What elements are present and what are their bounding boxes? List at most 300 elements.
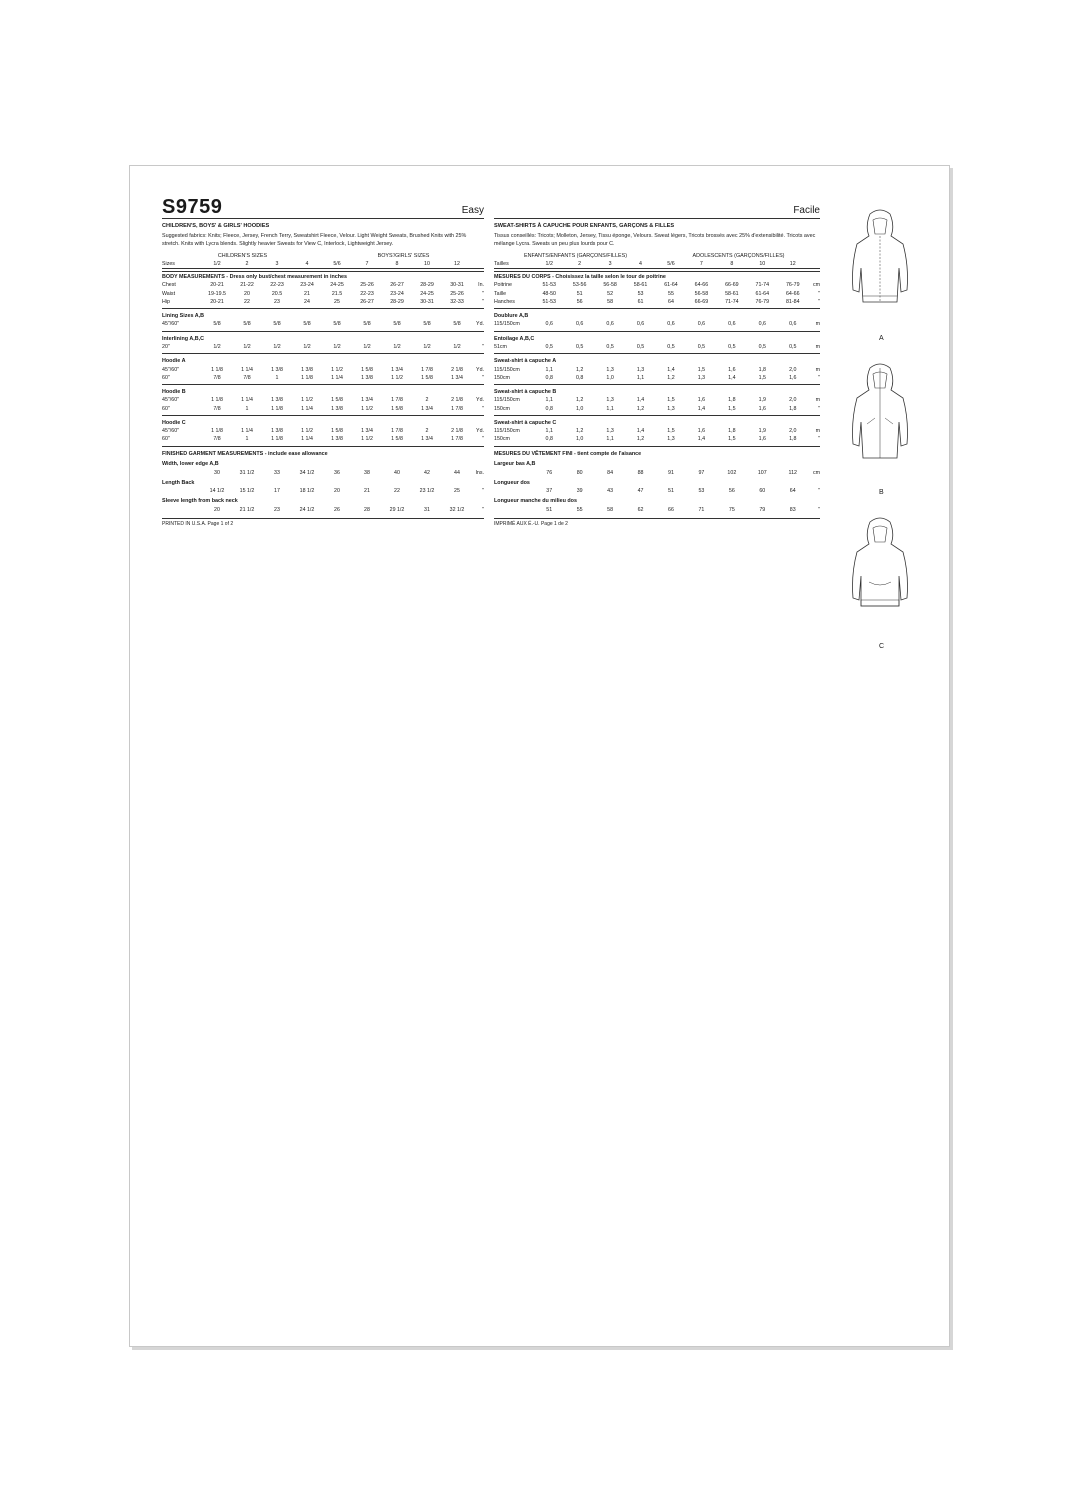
- value-cell: 1 5/8: [361, 366, 373, 373]
- unit-cell: ": [818, 298, 820, 305]
- row-label-spacer: [162, 506, 202, 514]
- value-cell: 7/8: [243, 374, 251, 381]
- value-cell: 26-27: [390, 282, 404, 289]
- value-cell: 1/2: [393, 344, 401, 351]
- value-cell: 51-53: [542, 282, 556, 289]
- size-table: [162, 260, 484, 269]
- value-cell: 66-69: [725, 282, 739, 289]
- value-cell: 52: [607, 290, 614, 297]
- value-cell: 36: [334, 469, 340, 476]
- value-cell: 1 3/4: [451, 374, 463, 381]
- value-cell: 80: [576, 469, 583, 476]
- value-cell: 31 1/2: [239, 469, 255, 476]
- value-cell: 15 1/2: [239, 488, 255, 495]
- value-cell: 1 1/4: [301, 405, 313, 412]
- row-label: Width, lower edge A,B: [162, 461, 219, 468]
- value-cell: 81-84: [785, 298, 800, 305]
- fabric-description: Tissus conseillés: Tricots; Molleton, Jersey, Tissu éponge, Velours. Sweat légers, Tricots brossés avec 25% d'extensibilité. Tricots avec mélange Lycra. Sweats un peu plus lourds pour C.: [494, 233, 816, 248]
- value-cell: 40: [394, 469, 400, 476]
- size-header-row: [494, 260, 820, 269]
- size-cell: 1/2: [202, 260, 232, 269]
- french-column: [494, 166, 820, 528]
- value-cell: 64: [668, 298, 674, 305]
- value-cell: 23: [274, 298, 280, 305]
- value-cell: 48-50: [542, 290, 556, 297]
- value-cell: 1,3: [667, 405, 675, 412]
- value-cell: 1 7/8: [391, 397, 403, 404]
- value-cell: 56: [576, 298, 583, 305]
- value-cell: 1 1/2: [301, 397, 313, 404]
- size-cell: 7: [352, 260, 382, 269]
- finished-measurements: [162, 446, 484, 514]
- value-cell: 1,6: [697, 397, 706, 404]
- value-cell: 66-69: [694, 298, 709, 305]
- table-row: [494, 435, 820, 443]
- value-cell: 2: [425, 397, 429, 404]
- english-column: [162, 166, 484, 528]
- value-cell: 1,3: [606, 397, 614, 404]
- size-cell: 12: [442, 260, 472, 269]
- section-title: Entoilage A,B,C: [494, 335, 535, 342]
- size-cell: 5/6: [656, 260, 686, 269]
- unit-cell: Ins.: [475, 469, 484, 476]
- value-cell: 1 3/8: [271, 366, 283, 373]
- value-cell: 1,5: [758, 374, 766, 381]
- value-cell: 33: [274, 469, 280, 476]
- section-title: Lining Sizes A,B: [162, 313, 205, 320]
- row-label: 150cm: [494, 405, 510, 412]
- table-row: [162, 405, 484, 413]
- yardage-section: [494, 384, 820, 413]
- size-cell: 5/6: [322, 260, 352, 269]
- size-cell: 7: [686, 260, 716, 269]
- yardage-section: [494, 353, 820, 382]
- row-label-spacer: [494, 469, 534, 477]
- view-label: B: [879, 489, 884, 496]
- value-cell: 25: [334, 298, 340, 305]
- value-cell: 26: [334, 506, 340, 513]
- value-cell: 1 3/8: [271, 428, 283, 435]
- value-cell: 1,9: [758, 397, 766, 404]
- value-cell: 88: [637, 469, 644, 476]
- value-cell: 1 5/8: [421, 374, 433, 381]
- table-row: [162, 427, 484, 435]
- value-cell: 2,0: [789, 366, 797, 373]
- row-label: 45"/60": [162, 366, 180, 373]
- row-label: 60": [162, 405, 170, 412]
- value-cell: 1 3/4: [361, 397, 373, 404]
- value-cell: 1 7/8: [451, 436, 463, 443]
- row-label: Hanches: [494, 298, 515, 305]
- body-measurements-table: [494, 281, 820, 306]
- value-cell: 1/2: [303, 344, 311, 351]
- value-cell: 1 5/8: [331, 428, 343, 435]
- value-cell: 23-24: [390, 290, 404, 297]
- value-cell: 91: [668, 469, 674, 476]
- value-cell: 0,6: [697, 321, 706, 328]
- value-cell: 0,6: [575, 321, 584, 328]
- value-cell: 1,6: [789, 374, 797, 381]
- yardage-table: [494, 427, 820, 443]
- value-cell: 0,5: [575, 344, 584, 351]
- value-cell: 1,5: [728, 436, 736, 443]
- value-cell: 1,8: [758, 366, 766, 373]
- value-cell: 21.5: [331, 290, 343, 297]
- size-cell: 3: [262, 260, 292, 269]
- value-cell: 1 3/4: [421, 436, 433, 443]
- value-cell: 1,5: [728, 405, 736, 412]
- table-row: [162, 290, 484, 298]
- value-cell: 2,0: [789, 428, 797, 435]
- finished-table: [162, 506, 484, 514]
- table-row: [494, 396, 820, 404]
- hoodie-drawing-icon: [845, 514, 915, 634]
- value-cell: 28-29: [390, 298, 404, 305]
- value-cell: 20: [334, 488, 340, 495]
- row-label: 150cm: [494, 436, 510, 443]
- row-label: Poitrine: [494, 282, 512, 289]
- value-cell: 1,1: [636, 374, 645, 381]
- row-label: 115/150cm: [494, 428, 520, 435]
- value-cell: 1/2: [333, 344, 341, 351]
- row-label: 150cm: [494, 374, 510, 381]
- value-cell: 64-66: [785, 290, 800, 297]
- value-cell: 1 3/4: [391, 366, 403, 373]
- size-group-label: ADOLESCENTS (GARÇONS/FILLES): [692, 252, 785, 259]
- value-cell: 1,0: [575, 436, 584, 443]
- value-cell: 102: [727, 469, 737, 476]
- yardage-table: [162, 427, 484, 443]
- view-c-sketch: [835, 514, 935, 654]
- hoodie-drawing-icon: [845, 360, 915, 480]
- value-cell: 0,8: [545, 436, 553, 443]
- value-cell: 1: [245, 405, 249, 412]
- value-cell: 1,8: [789, 405, 797, 412]
- value-cell: 0,6: [789, 321, 797, 328]
- unit-cell: [472, 260, 484, 269]
- value-cell: 1/2: [423, 344, 431, 351]
- unit-cell: Yd.: [476, 428, 484, 435]
- value-cell: 5/8: [303, 321, 311, 328]
- value-cell: 83: [789, 506, 796, 513]
- value-cell: 1/2: [213, 344, 221, 351]
- value-cell: 24-25: [330, 282, 344, 289]
- value-cell: 0,5: [728, 344, 736, 351]
- size-cell: 8: [717, 260, 747, 269]
- value-cell: 58-61: [725, 290, 739, 297]
- pattern-code: S9759: [162, 196, 223, 218]
- unit-cell: cm: [812, 282, 820, 289]
- value-cell: 1,0: [606, 374, 614, 381]
- value-cell: 71-74: [725, 298, 739, 305]
- finished-table: [162, 487, 484, 495]
- value-cell: 30-31: [420, 298, 434, 305]
- value-cell: 1,2: [575, 428, 584, 435]
- value-cell: 1/2: [453, 344, 461, 351]
- value-cell: 21: [364, 488, 370, 495]
- unit-cell: ": [818, 405, 820, 412]
- value-cell: 1,3: [636, 366, 645, 373]
- view-label: C: [879, 643, 885, 650]
- value-cell: 1,8: [728, 397, 736, 404]
- value-cell: 44: [454, 469, 460, 476]
- row-label: Sleeve length from back neck: [162, 498, 238, 505]
- table-row: [162, 320, 484, 328]
- value-cell: 0,6: [606, 321, 614, 328]
- finished-table: [494, 506, 820, 514]
- value-cell: 1 3/4: [421, 405, 433, 412]
- size-table: [494, 260, 820, 269]
- table-row: [494, 405, 820, 413]
- unit-cell: ": [482, 488, 484, 495]
- yardage-section: [162, 353, 484, 382]
- size-cell: 1/2: [534, 260, 564, 269]
- value-cell: 1,0: [575, 405, 584, 412]
- value-cell: 29 1/2: [389, 506, 405, 513]
- value-cell: 53-56: [572, 282, 587, 289]
- yardage-table: [494, 396, 820, 412]
- value-cell: 1 1/4: [241, 397, 253, 404]
- value-cell: 1,5: [667, 397, 675, 404]
- unit-cell: ": [818, 436, 820, 443]
- value-cell: 7/8: [213, 436, 221, 443]
- value-cell: 20-21: [210, 282, 224, 289]
- value-cell: 1 5/8: [391, 405, 403, 412]
- unit-cell: ": [818, 374, 820, 381]
- difficulty-level: Facile: [793, 205, 820, 216]
- value-cell: 21-22: [240, 282, 254, 289]
- unit-cell: m: [815, 428, 820, 435]
- value-cell: 1: [275, 374, 279, 381]
- body-measurements-table: [162, 281, 484, 306]
- value-cell: 28-29: [420, 282, 434, 289]
- value-cell: 22: [244, 298, 250, 305]
- row-label: 45"/60": [162, 397, 180, 404]
- value-cell: 1 3/8: [361, 374, 373, 381]
- unit-cell: ": [482, 405, 484, 412]
- value-cell: 20: [244, 290, 250, 297]
- finished-measurements: [494, 446, 820, 514]
- value-cell: 56: [728, 488, 735, 495]
- unit-cell: m: [815, 366, 820, 373]
- value-cell: 1: [245, 436, 249, 443]
- value-cell: 1 1/8: [301, 374, 313, 381]
- value-cell: 0,8: [545, 374, 553, 381]
- value-cell: 66: [668, 506, 674, 513]
- size-cell: 3: [595, 260, 625, 269]
- size-group-label: ENFANTS/ENFANTS (GARÇONS/FILLES): [523, 252, 628, 259]
- value-cell: 112: [788, 469, 797, 476]
- value-cell: 1 5/8: [391, 436, 403, 443]
- unit-cell: Yd.: [476, 397, 484, 404]
- value-cell: 7/8: [213, 374, 221, 381]
- value-cell: 20: [214, 506, 220, 513]
- value-cell: 23: [274, 506, 280, 513]
- value-cell: 1,2: [636, 436, 645, 443]
- value-cell: 1,4: [636, 428, 645, 435]
- value-cell: 2,0: [789, 397, 797, 404]
- value-cell: 97: [698, 469, 705, 476]
- value-cell: 18 1/2: [299, 488, 315, 495]
- value-cell: 23-24: [300, 282, 314, 289]
- finished-heading: FINISHED GARMENT MEASUREMENTS - include ease allowance: [162, 450, 328, 457]
- value-cell: 19-19.5: [208, 290, 226, 297]
- value-cell: 0,8: [545, 405, 553, 412]
- table-row: [494, 427, 820, 435]
- size-cell: 4: [625, 260, 655, 269]
- value-cell: 32 1/2: [449, 506, 465, 513]
- pattern-envelope-sheet: [129, 165, 950, 1347]
- title-row: [162, 196, 484, 219]
- fabric-description: Suggested fabrics: Knits; Fleece, Jersey, French Terry, Sweatshirt Fleece, Velour. Light Weight Sweats, Brushed Knits with 25% stretch. Knits with Lycra blends. Slightly heavier Sweats for View C, Interlock, Lightweight Jersey.: [162, 233, 467, 248]
- size-cell: 2: [564, 260, 594, 269]
- value-cell: 2: [425, 428, 429, 435]
- value-cell: 1,2: [575, 397, 584, 404]
- value-cell: 25-26: [450, 290, 464, 297]
- value-cell: 60: [759, 488, 766, 495]
- value-cell: 1,3: [606, 366, 614, 373]
- value-cell: 1 1/4: [241, 428, 253, 435]
- size-cell: 10: [747, 260, 777, 269]
- value-cell: 53: [637, 290, 644, 297]
- yardage-table: [162, 396, 484, 412]
- value-cell: 61: [637, 298, 644, 305]
- value-cell: 58: [607, 506, 614, 513]
- table-row: [162, 469, 484, 477]
- yardage-section: [162, 415, 484, 444]
- value-cell: 47: [637, 488, 644, 495]
- body-measurements-heading: MESURES DU CORPS - Choisissez la taille selon le tour de poitrine: [494, 271, 820, 281]
- unit-cell: ": [818, 290, 820, 297]
- value-cell: 21 1/2: [239, 506, 255, 513]
- value-cell: 39: [576, 488, 583, 495]
- value-cell: 5/8: [213, 321, 221, 328]
- view-sketches: [835, 206, 935, 668]
- value-cell: 1/2: [243, 344, 251, 351]
- value-cell: 2 1/8: [451, 397, 463, 404]
- row-label: 115/150cm: [494, 366, 520, 373]
- value-cell: 84: [607, 469, 614, 476]
- value-cell: 1,2: [575, 366, 584, 373]
- value-cell: 1,3: [697, 374, 706, 381]
- value-cell: 62: [637, 506, 644, 513]
- value-cell: 20-21: [210, 298, 224, 305]
- row-label-spacer: [494, 487, 534, 495]
- table-row: [494, 366, 820, 374]
- view-b-sketch: [835, 360, 935, 500]
- section-title: Doublure A,B: [494, 313, 529, 320]
- yardage-table: [494, 343, 820, 351]
- table-row: [162, 487, 484, 495]
- value-cell: 14 1/2: [209, 488, 225, 495]
- value-cell: 0,5: [667, 344, 675, 351]
- size-cell: 12: [778, 260, 809, 269]
- value-cell: 1,1: [606, 436, 614, 443]
- row-label: 115/150cm: [494, 321, 520, 328]
- value-cell: 0,6: [758, 321, 766, 328]
- size-cell: 8: [382, 260, 412, 269]
- row-label-spacer: [162, 469, 202, 477]
- value-cell: 0,6: [545, 321, 553, 328]
- yardage-section: [162, 308, 484, 329]
- hoodie-drawing-icon: [845, 206, 915, 326]
- yardage-table: [162, 343, 484, 351]
- view-label: A: [879, 335, 884, 342]
- unit-cell: ": [482, 436, 484, 443]
- value-cell: 1 1/4: [241, 366, 253, 373]
- value-cell: 0,6: [636, 321, 645, 328]
- value-cell: 61-64: [755, 290, 770, 297]
- value-cell: 1,4: [697, 405, 706, 412]
- value-cell: 58: [607, 298, 614, 305]
- value-cell: 1,9: [758, 428, 766, 435]
- value-cell: 1 7/8: [421, 366, 433, 373]
- table-row: [162, 366, 484, 374]
- value-cell: 1 1/8: [211, 428, 223, 435]
- value-cell: 1,8: [789, 436, 797, 443]
- value-cell: 20.5: [271, 290, 283, 297]
- size-groups: [494, 252, 820, 260]
- value-cell: 1 1/2: [301, 428, 313, 435]
- value-cell: 56-58: [694, 290, 709, 297]
- size-cell: 2: [232, 260, 262, 269]
- section-title: Hoodie A: [162, 358, 186, 365]
- unit-cell: ": [482, 298, 484, 305]
- value-cell: 0,5: [758, 344, 766, 351]
- size-header-row: [162, 260, 484, 269]
- value-cell: 1,6: [728, 366, 736, 373]
- value-cell: 0,8: [575, 374, 584, 381]
- measurement-tables: [494, 260, 820, 514]
- value-cell: 71-74: [755, 282, 770, 289]
- value-cell: 2 1/8: [451, 428, 463, 435]
- row-label: 60": [162, 374, 170, 381]
- value-cell: 1,6: [758, 405, 766, 412]
- value-cell: 56-58: [603, 282, 617, 289]
- value-cell: 5/8: [273, 321, 281, 328]
- value-cell: 1,2: [636, 405, 645, 412]
- yardage-section: [494, 331, 820, 352]
- unit-cell: ": [482, 344, 484, 351]
- title-row: [494, 196, 820, 219]
- value-cell: 28: [364, 506, 370, 513]
- size-cell: 10: [412, 260, 442, 269]
- value-cell: 51-53: [542, 298, 556, 305]
- value-cell: 42: [424, 469, 430, 476]
- value-cell: 51: [546, 506, 553, 513]
- value-cell: 1 1/8: [211, 397, 223, 404]
- value-cell: 1,1: [545, 397, 553, 404]
- value-cell: 55: [576, 506, 583, 513]
- value-cell: 17: [274, 488, 280, 495]
- table-row: [494, 469, 820, 477]
- table-row: [494, 374, 820, 382]
- footer: PRINTED IN U.S.A. Page 1 of 2: [162, 518, 484, 528]
- row-label: Longueur manche du milieu dos: [494, 498, 577, 505]
- value-cell: 1 1/4: [331, 374, 343, 381]
- garment-heading: SWEAT-SHIRTS À CAPUCHE POUR ENFANTS, GARÇONS & FILLES: [494, 223, 675, 229]
- unit-cell: In.: [478, 282, 484, 289]
- value-cell: 1 1/8: [211, 366, 223, 373]
- value-cell: 64-66: [694, 282, 709, 289]
- table-row: [494, 506, 820, 514]
- unit-cell: m: [815, 397, 820, 404]
- value-cell: 1 3/8: [331, 405, 343, 412]
- value-cell: 38: [364, 469, 370, 476]
- value-cell: 5/8: [393, 321, 401, 328]
- section-title: Interlining A,B,C: [162, 335, 205, 342]
- value-cell: 71: [698, 506, 705, 513]
